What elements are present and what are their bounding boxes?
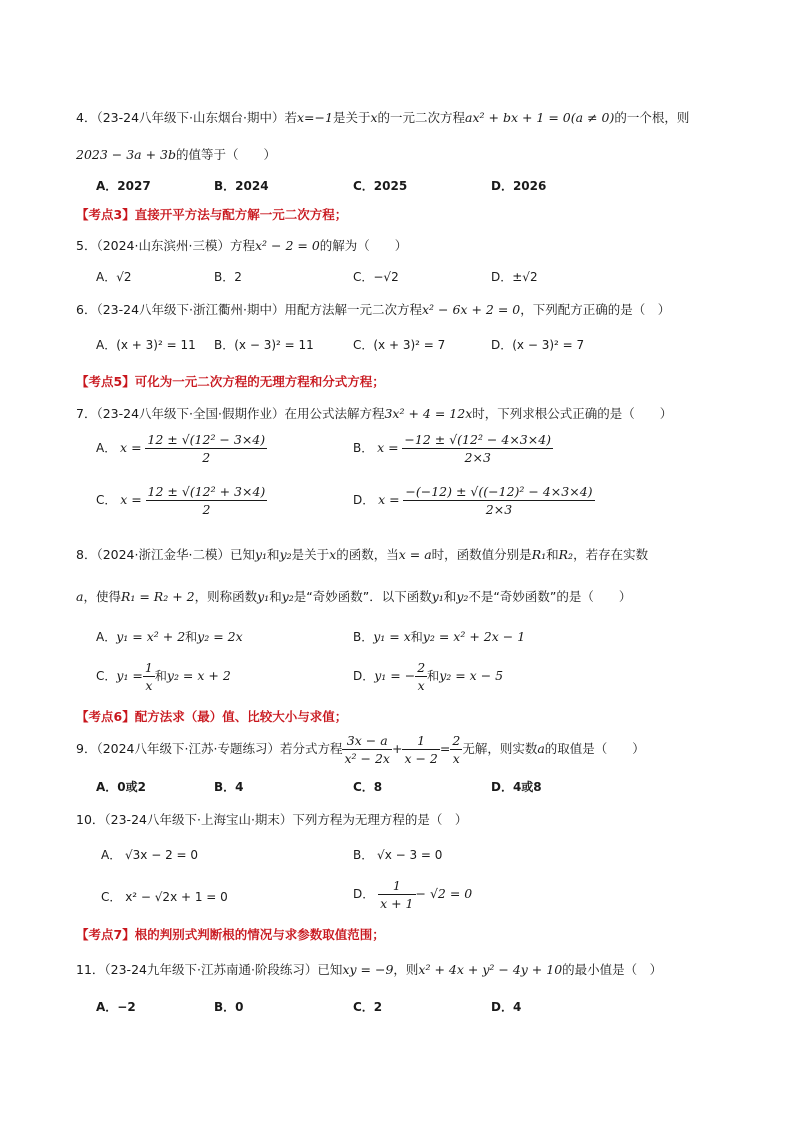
q7-option-a <box>96 432 267 465</box>
q7-b-fraction <box>402 432 553 465</box>
q8-text: 是“奇妙函数”．以下函数 <box>293 589 432 604</box>
q8-a-label: A． <box>96 630 117 644</box>
q9-f2-num: 1 <box>402 733 439 750</box>
q8-y1: y₁ <box>431 589 444 604</box>
q8-y1: y₁ <box>257 589 270 604</box>
q8-and: 和 <box>269 589 282 604</box>
q10-d-fraction <box>378 878 415 911</box>
q6-text: ，下列配方正确的是（ ） <box>520 302 671 317</box>
q7-b-den: 2×3 <box>464 450 491 465</box>
q7-c-num: 12 ± √(12² + 3×4) <box>147 484 266 499</box>
q6-option-d: D．(x − 3)² = 7 <box>491 338 585 352</box>
q6-option-c: C．(x + 3)² = 7 <box>353 338 446 352</box>
q8-stem: 8．（2024·浙江金华·二模）已知 <box>76 547 255 562</box>
q8-d-label: D． <box>353 669 375 683</box>
q8-option-b <box>353 628 525 645</box>
q8-b-f2: y₂ = x² + 2x − 1 <box>422 629 526 644</box>
q9-fraction-3 <box>450 733 462 766</box>
question-4-line-2 <box>76 145 276 163</box>
question-6 <box>76 300 670 318</box>
q7-a-fraction <box>145 432 267 465</box>
q9-option-a: A．0或2 <box>96 780 146 794</box>
q9-text: 无解，则实数 <box>462 741 538 756</box>
q4-option-b: B．2024 <box>214 179 269 193</box>
q5-option-a: A．√2 <box>96 270 132 284</box>
q9-f2-den: x − 2 <box>404 751 438 766</box>
q8-option-d <box>353 660 503 693</box>
q7-text: 时，下列求根公式正确的是（ ） <box>472 406 673 421</box>
q7-b-lhs: x = <box>377 440 399 455</box>
q9-stem: 9．（2024八年级下·江苏·专题练习）若分式方程 <box>76 741 343 756</box>
question-5 <box>76 236 407 254</box>
q5-equation: x² − 2 = 0 <box>254 238 320 253</box>
q8-d-f2: y₂ = x − 5 <box>439 668 504 683</box>
question-11 <box>76 960 662 978</box>
q8-text: ，则称函数 <box>194 589 258 604</box>
q4-expression: 2023 − 3a + 3b <box>76 147 177 162</box>
q8-c-f2: y₂ = x + 2 <box>166 668 231 683</box>
q10-d-den: x + 1 <box>380 896 414 911</box>
q7-c-den: 2 <box>202 502 211 517</box>
q8-and: 和 <box>546 547 559 562</box>
q7-c-lhs: x = <box>120 492 142 507</box>
q8-d-den: x <box>417 678 425 693</box>
q4-option-d: D．2026 <box>491 179 547 193</box>
q10-d-label: D． <box>353 887 375 901</box>
q7-option-d <box>353 484 595 517</box>
q7-stem: 7．（23-24八年级下·全国·假期作业）在用公式法解方程 <box>76 406 385 421</box>
q9-option-c: C．8 <box>353 780 383 794</box>
q8-d-f1-lhs: y₁ = − <box>374 668 416 683</box>
q8-and: 和 <box>443 589 457 604</box>
q4-option-a: A．2027 <box>96 179 151 193</box>
q9-f3-num: 2 <box>452 733 461 748</box>
q8-text: 的函数，当 <box>336 547 399 562</box>
q11-option-b: B．0 <box>214 1000 244 1014</box>
q8-and: 和 <box>410 630 423 644</box>
q5-option-d: D．±√2 <box>491 270 538 284</box>
q8-text: 时，函数值分别是 <box>431 547 532 562</box>
q9-fraction-1 <box>342 733 391 766</box>
q10-option-b: B． √x − 3 = 0 <box>353 848 443 862</box>
q8-option-c <box>96 660 231 693</box>
q10-d-num: 1 <box>378 878 415 895</box>
q10-option-d <box>353 878 472 911</box>
q6-option-a: A．(x + 3)² = 11 <box>96 338 196 352</box>
q11-condition: xy = −9 <box>342 962 394 977</box>
section-heading-3: 【考点3】直接开平方法与配方解一元二次方程； <box>76 207 348 222</box>
q8-c-fraction <box>143 660 155 693</box>
q9-plus: + <box>391 741 403 756</box>
q6-equation: x² − 6x + 2 = 0 <box>421 302 521 317</box>
q11-text: ，则 <box>393 962 419 977</box>
q8-and: 和 <box>185 630 198 644</box>
q8-c-label: C． <box>96 669 117 683</box>
q6-option-b: B．(x − 3)² = 11 <box>214 338 314 352</box>
q9-f1-num: 3x − a <box>342 733 391 750</box>
q9-equals: = <box>439 741 451 756</box>
q8-y2: y₂ <box>281 589 294 604</box>
q7-d-fraction <box>403 484 594 517</box>
q11-option-d: D．4 <box>491 1000 522 1014</box>
section-heading-5: 【考点5】可化为一元二次方程的无理方程和分式方程； <box>76 374 385 389</box>
q8-and: 和 <box>154 669 167 683</box>
q8-c-f1-lhs: y₁ = <box>116 668 143 683</box>
q11-option-a: A．−2 <box>96 1000 136 1014</box>
q8-c-den: x <box>145 678 153 693</box>
q6-stem: 6．（23-24八年级下·浙江衢州·期中）用配方法解一元二次方程 <box>76 302 422 317</box>
q8-text: 是关于 <box>291 547 330 562</box>
q7-c-fraction <box>146 484 268 517</box>
q10-d-rest: − √2 = 0 <box>415 886 473 901</box>
q8-c-num: 1 <box>144 660 153 675</box>
q4-var: x <box>370 110 378 125</box>
q4-text: 的一个根，则 <box>614 110 690 125</box>
q11-option-c: C．2 <box>353 1000 383 1014</box>
question-4-line-1 <box>76 108 689 126</box>
q7-c-label: C． <box>96 493 117 507</box>
q8-condition: R₁ = R₂ + 2 <box>120 589 195 604</box>
q7-d-lhs: x = <box>378 492 400 507</box>
q8-a-f1: y₁ = x² + 2 <box>116 629 186 644</box>
q8-text: 不是“奇妙函数”的是（ ） <box>468 589 632 604</box>
question-10: 10．（23-24八年级下·上海宝山·期末）下列方程为无理方程的是（ ） <box>76 812 468 827</box>
q9-option-d: D．4或8 <box>491 780 542 794</box>
q8-y1: y₁ <box>254 547 268 562</box>
q8-text: ，若存在实数 <box>573 547 649 562</box>
q11-text: 的最小值是（ ） <box>562 962 663 977</box>
q4-text: 的一元二次方程 <box>377 110 466 125</box>
q4-text: 是关于 <box>332 110 371 125</box>
question-9 <box>76 733 645 766</box>
q8-text: ，使得 <box>83 589 121 604</box>
q9-fraction-2 <box>402 733 439 766</box>
question-8-line-2 <box>76 587 631 605</box>
q8-option-a <box>96 628 243 645</box>
q7-b-num: −12 ± √(12² − 4×3×4) <box>404 432 552 447</box>
section-heading-6: 【考点6】配方法求（最）值、比较大小与求值； <box>76 709 348 724</box>
q4-equation: ax² + bx + 1 = 0(a ≠ 0) <box>465 110 615 125</box>
q8-y2: y₂ <box>456 589 469 604</box>
q7-d-label: D． <box>353 493 375 507</box>
section-heading-7: 【考点7】根的判别式判断根的情况与求参数取值范围； <box>76 927 385 942</box>
q7-a-label: A． <box>96 441 117 455</box>
q8-r2: R₂ <box>558 547 574 562</box>
q9-f3-den: x <box>452 751 460 766</box>
q11-stem: 11．（23-24九年级下·江苏南通·阶段练习）已知 <box>76 962 343 977</box>
q9-option-b: B．4 <box>214 780 244 794</box>
q5-option-b: B．2 <box>214 270 242 284</box>
question-7 <box>76 404 672 422</box>
q4-root: x=−1 <box>296 110 333 125</box>
q7-a-lhs: x = <box>120 440 142 455</box>
q8-and: 和 <box>427 669 440 683</box>
q8-and: 和 <box>267 547 280 562</box>
q11-expression: x² + 4x + y² − 4y + 10 <box>418 962 563 977</box>
q5-option-c: C．−√2 <box>353 270 399 284</box>
q8-r1: R₁ <box>531 547 547 562</box>
q10-option-a: A． √3x − 2 = 0 <box>101 848 199 862</box>
q8-b-f1: y₁ = x <box>373 629 411 644</box>
q7-equation: 3x² + 4 = 12x <box>384 406 473 421</box>
q5-stem: 5．（2024·山东滨州·三模）方程 <box>76 238 255 253</box>
q5-text: 的解为（ ） <box>319 238 408 253</box>
q4-option-c: C．2025 <box>353 179 408 193</box>
q9-text: 的取值是（ ） <box>544 741 645 756</box>
q8-xa: x = a <box>398 547 432 562</box>
q9-a: a <box>537 741 545 756</box>
q10-option-c: C． x² − √2x + 1 = 0 <box>101 890 228 904</box>
q8-d-fraction <box>415 660 427 693</box>
q7-a-num: 12 ± √(12² − 3×4) <box>147 432 266 447</box>
question-8-line-1 <box>76 545 648 563</box>
q7-b-label: B． <box>353 441 374 455</box>
q8-a-f2: y₂ = 2x <box>197 629 243 644</box>
q7-option-c <box>96 484 267 517</box>
q8-a: a <box>76 589 84 604</box>
q8-d-num: 2 <box>417 660 426 675</box>
q4-text: 的值等于（ ） <box>176 147 277 162</box>
q8-x: x <box>329 547 337 562</box>
q7-a-den: 2 <box>202 450 211 465</box>
q7-d-num: −(−12) ± √((−12)² − 4×3×4) <box>405 484 593 499</box>
q7-d-den: 2×3 <box>485 502 513 517</box>
q7-option-b <box>353 432 553 465</box>
q8-y2: y₂ <box>279 547 292 562</box>
q8-b-label: B． <box>353 630 374 644</box>
q4-stem: 4．（23-24八年级下·山东烟台·期中）若 <box>76 110 297 125</box>
q9-f1-den: x² − 2x <box>344 751 390 766</box>
